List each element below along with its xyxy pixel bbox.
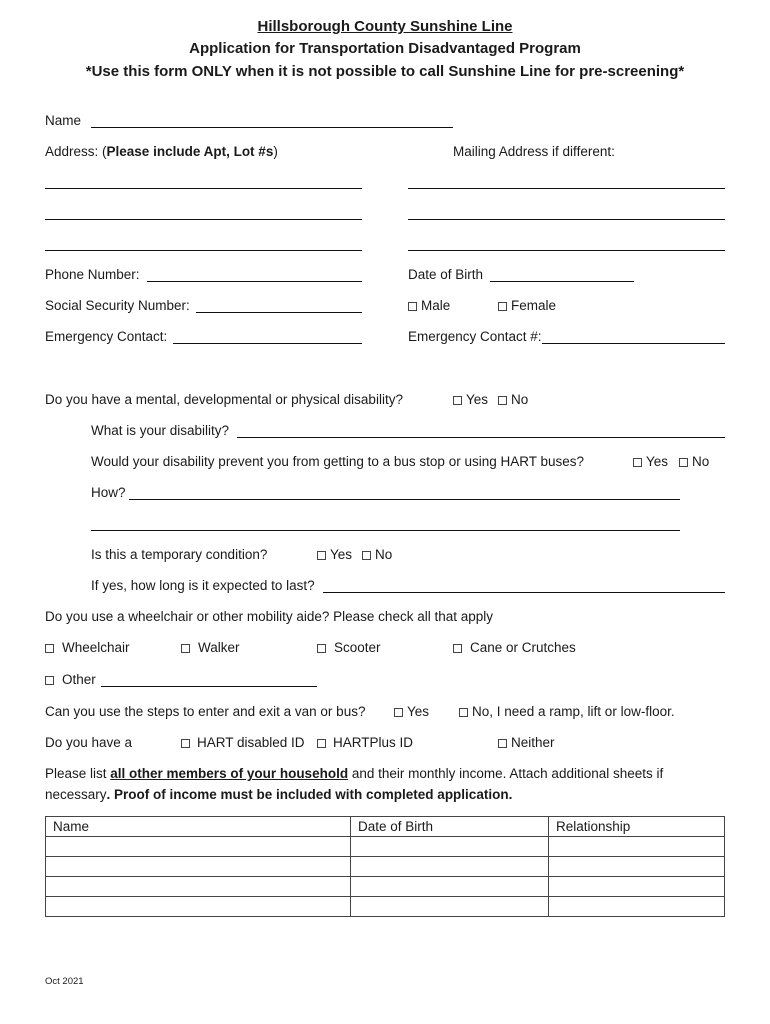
table-row <box>46 877 725 897</box>
table-cell[interactable] <box>46 837 351 857</box>
cane-checkbox[interactable] <box>453 644 462 653</box>
scooter-checkbox[interactable] <box>317 644 326 653</box>
cane-option[interactable] <box>453 640 576 655</box>
table-cell[interactable] <box>549 857 725 877</box>
male-checkbox[interactable] <box>408 302 417 311</box>
prevent-yes-option[interactable] <box>633 454 668 469</box>
steps-yes-option[interactable] <box>394 704 429 719</box>
name-label: Name <box>45 113 82 128</box>
ssn-label: Social Security Number: <box>45 298 190 313</box>
table-cell[interactable] <box>351 897 549 917</box>
yes-label: Yes <box>646 454 669 469</box>
hartplus-option[interactable] <box>317 735 413 750</box>
how-long-field[interactable] <box>323 592 725 593</box>
scooter-label: Scooter <box>334 640 381 655</box>
other-option[interactable] <box>45 672 96 687</box>
table-cell[interactable] <box>549 837 725 857</box>
column-header-dob: Date of Birth <box>351 817 549 837</box>
dob-field[interactable] <box>490 281 634 282</box>
hartplus-label: HARTPlus ID <box>333 735 414 750</box>
column-header-name: Name <box>46 817 351 837</box>
male-option[interactable] <box>408 298 450 313</box>
table-row <box>46 857 725 877</box>
table-cell[interactable] <box>549 897 725 917</box>
address-line-3[interactable] <box>45 250 362 251</box>
no-label: No <box>375 547 393 562</box>
table-row <box>46 897 725 917</box>
how-field-line-2[interactable] <box>91 530 680 531</box>
disability-yes-option[interactable] <box>453 392 488 407</box>
mailing-address-line-1[interactable] <box>408 188 725 189</box>
temporary-question: Is this a temporary condition? <box>91 547 268 562</box>
female-checkbox[interactable] <box>498 302 507 311</box>
mailing-address-line-3[interactable] <box>408 250 725 251</box>
walker-label: Walker <box>198 640 240 655</box>
disability-no-option[interactable] <box>498 392 528 407</box>
footer-date: Oct 2021 <box>45 976 84 987</box>
disability-question: Do you have a mental, developmental or physical disability? <box>45 392 403 407</box>
other-label: Other <box>62 672 96 687</box>
table-cell[interactable] <box>46 877 351 897</box>
household-intro-line2: necessary. Proof of income must be included with completed application. <box>45 787 513 802</box>
household-intro: Please list all other members of your household and their monthly income. Attach additional sheets if <box>45 766 664 781</box>
emergency-contact-number-label: Emergency Contact #: <box>408 329 542 344</box>
table-cell[interactable] <box>351 857 549 877</box>
hartplus-checkbox[interactable] <box>317 739 326 748</box>
ssn-field[interactable] <box>196 312 362 313</box>
temporary-yes-option[interactable] <box>317 547 352 562</box>
emergency-contact-label: Emergency Contact: <box>45 329 168 344</box>
table-cell[interactable] <box>351 877 549 897</box>
hart-disabled-checkbox[interactable] <box>181 739 190 748</box>
mailing-address-label: Mailing Address if different: <box>453 144 615 159</box>
emergency-contact-field[interactable] <box>173 343 362 344</box>
form-title: Hillsborough County Sunshine Line <box>257 18 513 35</box>
id-question: Do you have a <box>45 735 133 750</box>
neither-label: Neither <box>511 735 555 750</box>
hart-disabled-option[interactable] <box>181 735 305 750</box>
wheelchair-checkbox[interactable] <box>45 644 54 653</box>
disability-what-label: What is your disability? <box>91 423 230 438</box>
prevent-no-checkbox[interactable] <box>679 458 688 467</box>
no-label: No <box>511 392 529 407</box>
other-checkbox[interactable] <box>45 676 54 685</box>
steps-no-option[interactable] <box>459 704 675 719</box>
form-subtitle: Application for Transportation Disadvantaged Program <box>189 40 581 57</box>
yes-label: Yes <box>466 392 489 407</box>
disability-prevent-question: Would your disability prevent you from getting to a bus stop or using HART buses? <box>91 454 585 469</box>
table-cell[interactable] <box>46 857 351 877</box>
temporary-no-option[interactable] <box>362 547 392 562</box>
yes-label: Yes <box>407 704 430 719</box>
dob-label: Date of Birth <box>408 267 484 282</box>
how-long-label: If yes, how long is it expected to last? <box>91 578 315 593</box>
column-header-relationship: Relationship <box>549 817 725 837</box>
how-field-line-1[interactable] <box>129 499 680 500</box>
table-header-row <box>46 817 725 837</box>
name-field[interactable] <box>91 127 453 128</box>
scooter-option[interactable] <box>317 640 381 655</box>
mailing-address-line-2[interactable] <box>408 219 725 220</box>
table-row <box>46 837 725 857</box>
phone-field[interactable] <box>147 281 362 282</box>
male-label: Male <box>421 298 451 313</box>
walker-option[interactable] <box>181 640 240 655</box>
phone-label: Phone Number: <box>45 267 140 282</box>
temporary-yes-checkbox[interactable] <box>317 551 326 560</box>
prevent-no-option[interactable] <box>679 454 709 469</box>
address-line-1[interactable] <box>45 188 362 189</box>
how-label: How? <box>91 485 126 500</box>
hart-disabled-label: HART disabled ID <box>197 735 305 750</box>
table-cell[interactable] <box>549 877 725 897</box>
disability-yes-checkbox[interactable] <box>453 396 462 405</box>
emergency-contact-number-field[interactable] <box>542 343 725 344</box>
wheelchair-label: Wheelchair <box>62 640 130 655</box>
address-line-2[interactable] <box>45 219 362 220</box>
neither-option[interactable] <box>498 735 555 750</box>
steps-no-label: No, I need a ramp, lift or low-floor. <box>472 704 675 719</box>
mobility-question: Do you use a wheelchair or other mobility aide? Please check all that apply <box>45 609 493 624</box>
wheelchair-option[interactable] <box>45 640 130 655</box>
steps-no-checkbox[interactable] <box>459 708 468 717</box>
disability-no-checkbox[interactable] <box>498 396 507 405</box>
household-table <box>45 816 725 917</box>
yes-label: Yes <box>330 547 353 562</box>
female-label: Female <box>511 298 557 313</box>
cane-label: Cane or Crutches <box>470 640 576 655</box>
steps-question: Can you use the steps to enter and exit a van or bus? <box>45 704 366 719</box>
no-label: No <box>692 454 710 469</box>
steps-yes-checkbox[interactable] <box>394 708 403 717</box>
temporary-no-checkbox[interactable] <box>362 551 371 560</box>
disability-what-field[interactable] <box>237 437 725 438</box>
address-label: Address: (Please include Apt, Lot #s) <box>45 144 278 159</box>
table-cell[interactable] <box>46 897 351 917</box>
walker-checkbox[interactable] <box>181 644 190 653</box>
prevent-yes-checkbox[interactable] <box>633 458 642 467</box>
form-instruction: *Use this form ONLY when it is not possible to call Sunshine Line for pre-screening* <box>85 63 685 80</box>
table-cell[interactable] <box>351 837 549 857</box>
neither-checkbox[interactable] <box>498 739 507 748</box>
female-option[interactable] <box>498 298 556 313</box>
other-field[interactable] <box>101 686 317 687</box>
